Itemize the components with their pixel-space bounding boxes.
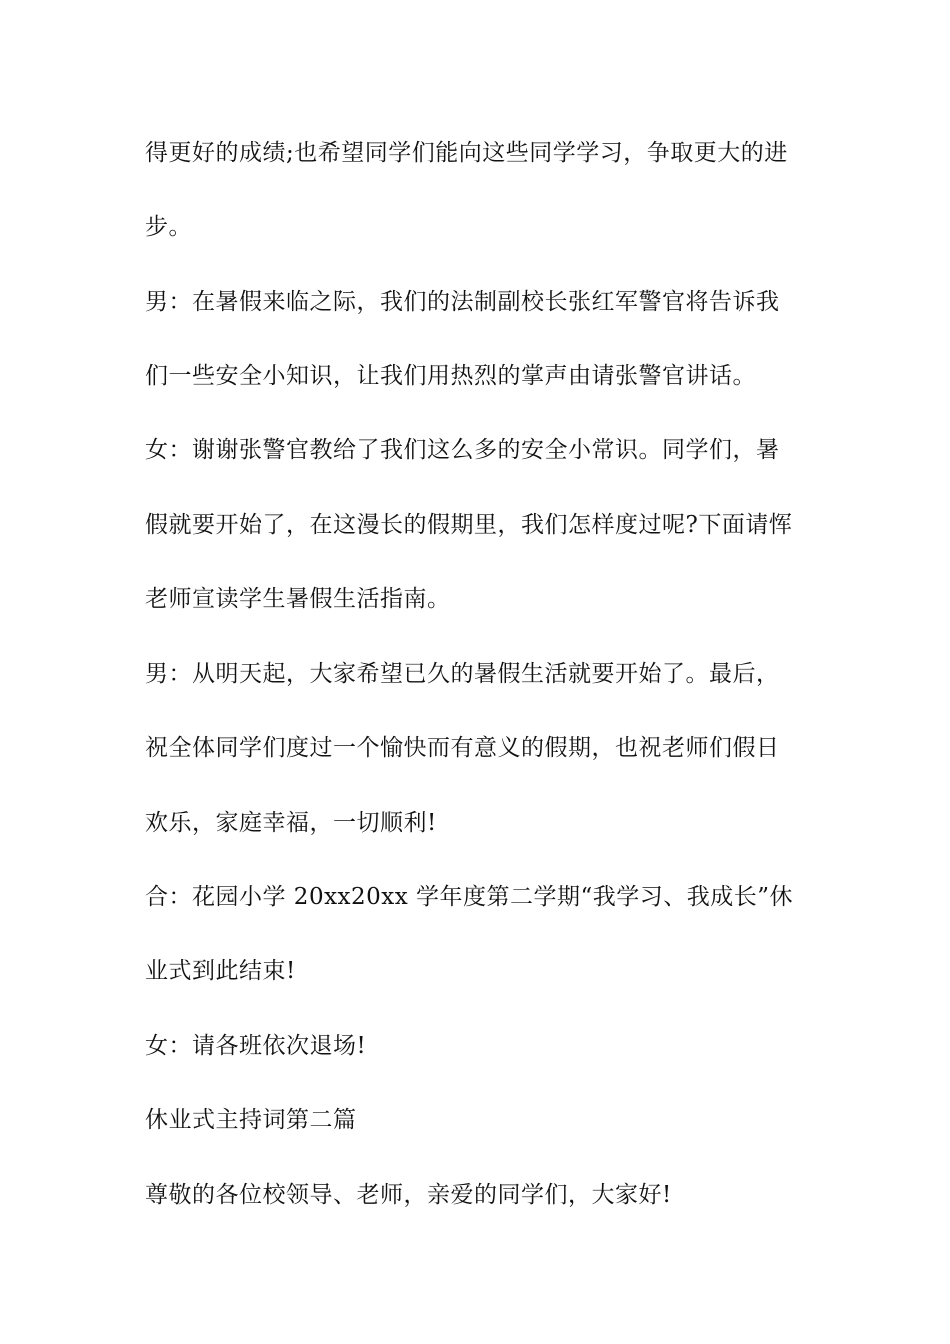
text-line: 业式到此结束! <box>145 958 296 984</box>
text-line: 欢乐，家庭幸福，一切顺利! <box>145 810 437 836</box>
text-line: 祝全体同学们度过一个愉快而有意义的假期，也祝老师们假日 <box>145 735 780 761</box>
text-line: 女：谢谢张警官教给了我们这么多的安全小常识。同学们，暑 <box>145 437 780 463</box>
text-line: 合：花园小学 20xx20xx 学年度第二学期“我学习、我成长”休 <box>145 884 794 910</box>
text-line: 假就要开始了，在这漫长的假期里，我们怎样度过呢?下面请恽 <box>145 512 793 538</box>
text-line: 男：从明天起，大家希望已久的暑假生活就要开始了。最后， <box>145 661 780 687</box>
text-line: 尊敬的各位校领导、老师，亲爱的同学们，大家好! <box>145 1182 672 1208</box>
text-line: 女：请各班依次退场! <box>145 1033 367 1059</box>
text-line: 老师宣读学生暑假生活指南。 <box>145 586 451 612</box>
text-line: 步。 <box>145 214 192 240</box>
text-line: 男：在暑假来临之际，我们的法制副校长张红军警官将告诉我 <box>145 289 780 315</box>
section-heading: 休业式主持词第二篇 <box>145 1107 357 1133</box>
text-line: 得更好的成绩;也希望同学们能向这些同学学习，争取更大的进 <box>145 140 788 166</box>
text-line: 们一些安全小知识，让我们用热烈的掌声由请张警官讲话。 <box>145 363 756 389</box>
